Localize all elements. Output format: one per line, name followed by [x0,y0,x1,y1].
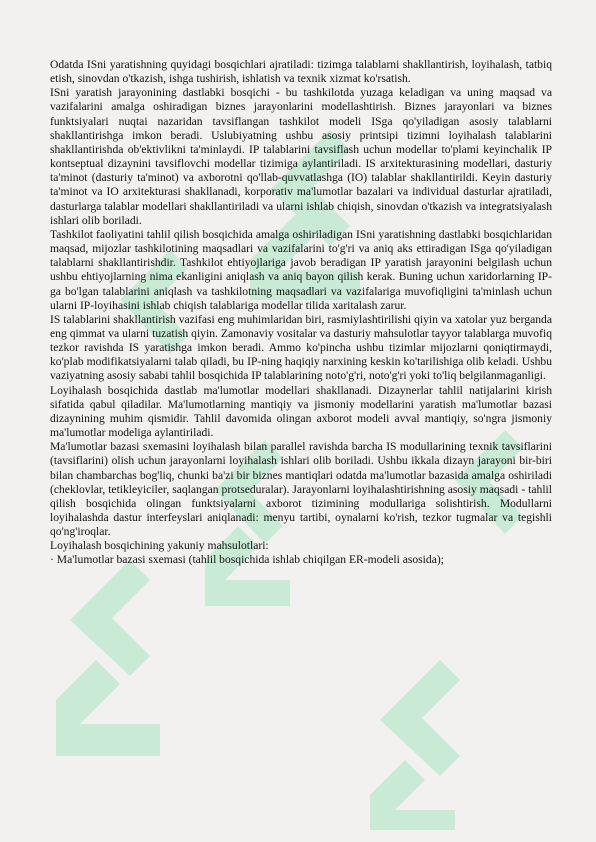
paragraph: ISni yaratish jarayonining dastlabki bosqichi - bu tashkilotda yuzaga keladigan va uning maqsad va vazifalarini amalga oshiradigan biznes jarayonlarini modellashtirish. Biznes jarayonlari va biznes funktsiyalari nuqtai nazaridan tavsiflangan tashkilot modeli ISga qo'yiladigan asosiy talablarni shakllantirishga imkon beradi. Uslubiyatning ushbu asosiy printsipi tizimni loyihalash talablarini shakllantirishda ob'ektivlikni ta'minlaydi. IP talablarini tavsiflash uchun modellar to'plami keyinchalik IP kontseptual dizaynini tavsiflovchi modellar tizimiga aylantiriladi. IS arxitekturasining modellari, dasturiy ta'minot (dasturiy ta'minot) va axborotni qo'llab-quvvatlashga (IO) talablar shakllantirildi. Keyin dasturiy ta'minot va IO arxitekturasi shakllanadi, korporativ ma'lumotlar bazalari va individual dasturlar ajratiladi, dasturlarga talablar modellari shakllantiriladi va ularni ishlab chiqish, sinovdan o'tkazish va integratsiyalash ishlari olib boriladi. [50,86,552,227]
list-item: · Ma'lumotlar bazasi sxemasi (tahlil bosqichida ishlab chiqilgan ER-modeli asosida); [50,553,444,567]
paragraph: Odatda ISni yaratishning quyidagi bosqichlari ajratiladi: tizimga talablarni shakllantirish, loyihalash, tatbiq etish, sinovdan o'tkazish, ishga tushirish, ishlatish va texnik xizmat ko'rsatish. [50,58,552,86]
list-heading: Loyihalash bosqichining yakuniy mahsulotlari: [50,539,269,553]
paragraph: IS talablarini shakllantirish vazifasi eng muhimlaridan biri, rasmiylashtirilishi qiyin va xatolar yuz berganda eng qimmat va ularni tuzatish qiyin. Zamonaviy vositalar va dasturiy mahsulotlar tayyor talablarga muvofiq tezkor ravishda IS yaratishga imkon beradi. Ammo ko'pincha ushbu tizimlar mijozlarni qoniqtirmaydi, ko'plab modifikatsiyalarni talab qiladi, bu IP-ning haqiqiy narxining keskin ko'tarilishiga olib keladi. Ushbu vaziyatning asosiy sababi tahlil bosqichida IP talablarining noto'g'ri, noto'g'ri yoki to'liq belgilanmaganligi. [50,312,552,383]
paragraph: Loyihalash bosqichida dastlab ma'lumotlar modellari shakllanadi. Dizaynerlar tahlil natijalarini kirish sifatida qabul qiladilar. Ma'lumotlarning mantiqiy va jismoniy modellarini yaratish ma'lumotlar bazasi dizaynining muhim qismidir. Tahlil davomida olingan axborot modeli avval mantiqiy, so'ngra jismoniy ma'lumotlar modeliga aylantiriladi. [50,383,552,440]
paragraph: Ma'lumotlar bazasi sxemasini loyihalash bilan parallel ravishda barcha IS modullarining texnik tavsiflarini (tavsiflarini) olish uchun jarayonlarni loyihalash ishlari olib boriladi. Ushbu ikkala dizayn jarayoni bir-biri bilan chambarchas bog'liq, chunki ba'zi bir biznes mantiqlari odatda ma'lumotlar bazasida amalga oshiriladi (cheklovlar, tetikleyiciler, saqlangan protseduralar). Jarayonlarni loyihalashtirishning asosiy maqsadi - tahlil qilish bosqichida olingan funktsiyalarni axborot tizimining modullariga solishtirish. Modullarni loyihalashda dastur interfeyslari aniqlanadi: menyu tartibi, oynalarni ko'rish, tezkor tugmalar va tegishli qo'ng'iroqlar. [50,440,552,539]
paragraph: Tashkilot faoliyatini tahlil qilish bosqichida amalga oshiriladigan ISni yaratishning dastlabki bosqichlaridan maqsad, mijozlar tashkilotining maqsadlari va vazifalarini to'g'ri va aniq aks ettiradigan ISga qo'yiladigan talablarni shakllantirishdir. Tashkilot ehtiyojlariga javob beradigan IP yaratish jarayonini belgilash uchun ushbu ehtiyojlarning nima ekanligini aniqlash va aniq bayon qilish kerak. Buning uchun xaridorlarning IP-ga bo'lgan talablarini aniqlash va tashkilotning maqsadlari va vazifalariga muvofiqligini ta'minlash uchun ularni IP-loyihasini ishlab chiqish talablariga modellar tilida xaritalash zarur. [50,227,552,312]
document-body [50,58,552,568]
